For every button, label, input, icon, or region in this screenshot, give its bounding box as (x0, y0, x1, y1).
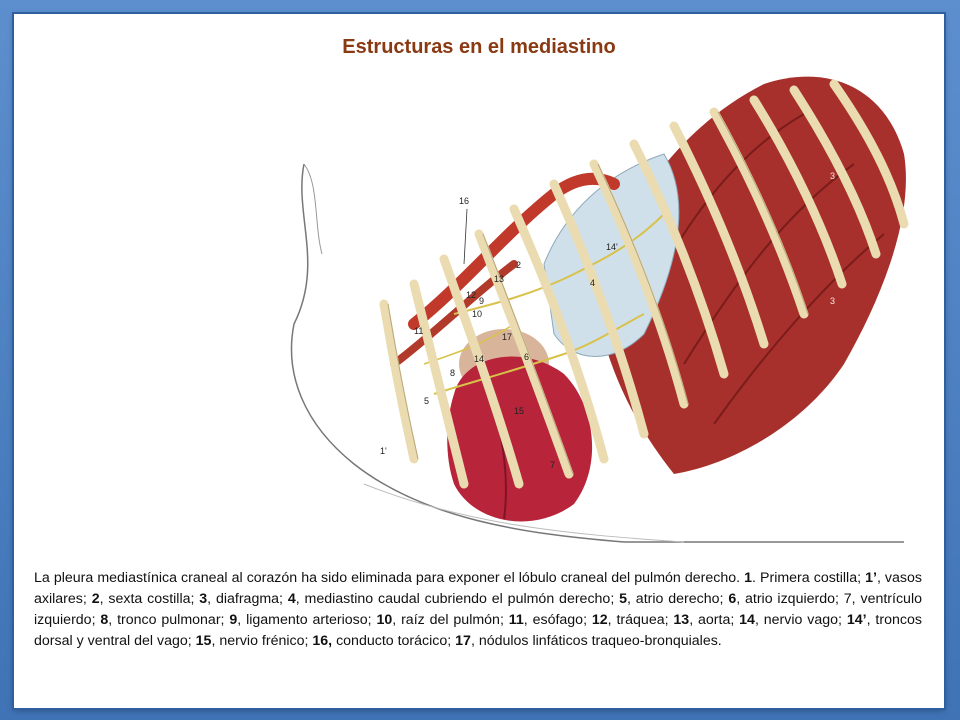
caption-number: 14 (739, 612, 755, 628)
caption-number: 10 (376, 612, 393, 628)
caption-text: , ligamento arterioso; (237, 612, 377, 628)
heart (447, 357, 592, 522)
caption-number: 4 (287, 591, 296, 607)
caption-text: , atrio izquierdo; 7, ventrículo izquierdo; (34, 591, 922, 628)
label-3a: 3 (830, 171, 836, 181)
label-1-prime: 1' (380, 446, 387, 456)
caption-text: . Primera costilla; (752, 570, 866, 586)
caption-text: , diafragma; (207, 591, 288, 607)
label-17: 17 (502, 332, 513, 342)
label-15: 15 (514, 406, 525, 416)
caption-number: 11 (508, 612, 524, 628)
label-13: 13 (494, 274, 505, 284)
label-8: 8 (450, 368, 456, 378)
caption-text: , troncos dorsal y ventral del vago; (34, 612, 922, 649)
caption-number: 1’ (865, 570, 877, 586)
label-14: 14 (474, 354, 485, 364)
caption-text: , tronco pulmonar; (108, 612, 230, 628)
caption-number: 14’ (846, 612, 867, 628)
label-12: 12 (466, 290, 477, 300)
slide (14, 14, 944, 708)
label-14-prime: 14' (606, 242, 618, 252)
caption-number: 3 (199, 591, 208, 607)
caption-text: , sexta costilla; (99, 591, 200, 607)
caption-text: , aorta; (689, 612, 740, 628)
caption-text: , nervio vago; (754, 612, 847, 628)
label-16: 16 (459, 196, 470, 206)
figure-caption (34, 568, 922, 652)
caption-number: 8 (100, 612, 109, 628)
caption-text: conducto torácico; (332, 633, 456, 649)
caption-number: 13 (673, 612, 690, 628)
label-2: 2 (516, 260, 522, 270)
caption-text: , atrio derecho; (627, 591, 729, 607)
slide-title: Estructuras en el mediastino (342, 36, 616, 58)
caption-text: , tráquea; (607, 612, 674, 628)
caption-number: 2 (91, 591, 100, 607)
caption-text: , esófago; (523, 612, 592, 628)
caption-text: , nódulos linfáticos traqueo-bronquiales. (470, 633, 722, 649)
label-9: 9 (479, 296, 485, 306)
label-11: 11 (414, 326, 424, 336)
label-7: 7 (550, 460, 556, 470)
anatomy-illustration (264, 64, 924, 554)
label-4: 4 (590, 278, 596, 288)
caption-text: , nervio frénico; (211, 633, 313, 649)
label-3b: 3 (830, 296, 836, 306)
caption-text: , raíz del pulmón; (392, 612, 509, 628)
caption-number: 15 (195, 633, 212, 649)
caption-text: La pleura mediastínica craneal al corazón ha sido eliminada para exponer el lóbulo craneal del pulmón derecho. (34, 570, 745, 586)
caption-text: , vasos axilares; (34, 570, 922, 607)
caption-number: 9 (229, 612, 238, 628)
caption-text: , mediastino caudal cubriendo el pulmón derecho; (295, 591, 620, 607)
caption-number: 1 (744, 570, 753, 586)
caption-number: 17 (455, 633, 471, 649)
label-5: 5 (424, 396, 430, 406)
caption-number: 6 (728, 591, 737, 607)
caption-number: 16, (312, 633, 333, 649)
label-10: 10 (472, 309, 483, 319)
caption-number: 5 (619, 591, 628, 607)
caption-number: 12 (591, 612, 608, 628)
label-6: 6 (524, 352, 530, 362)
